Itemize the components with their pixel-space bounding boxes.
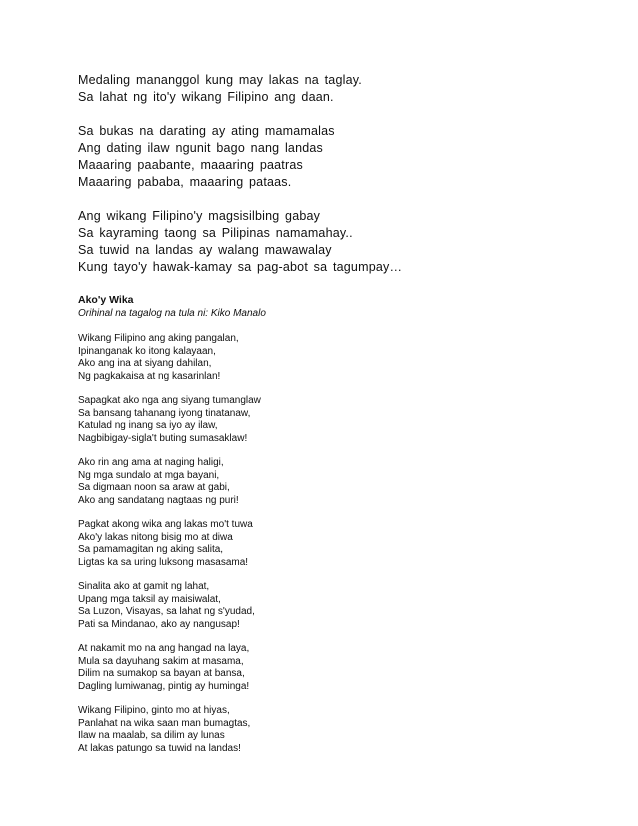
poem-line: Pagkat akong wika ang lakas mo't tuwa <box>78 519 253 530</box>
poem-line: Sa pamamagitan ng aking salita, <box>78 544 224 555</box>
top-poem <box>78 72 598 276</box>
poem-line: Pati sa Mindanao, ako ay nangusap! <box>78 618 240 630</box>
poem-line: Ako ang ina at siyang dahilan, <box>78 358 212 369</box>
stanza <box>78 208 598 276</box>
poem-line: Ako ang sandatang nagtaas ng puri! <box>78 494 239 506</box>
poem-line: Maaaring pababa, maaaring pataas. <box>78 175 292 189</box>
poem-line: At lakas patungo sa tuwid na landas! <box>78 742 241 754</box>
poem-line: Dilim na sumakop sa bayan at bansa, <box>78 668 245 679</box>
stanza <box>78 705 598 755</box>
stanza <box>78 581 598 631</box>
poem-line: Nagbibigay-sigla't buting sumasaklaw! <box>78 432 248 444</box>
poem-line: Ng mga sundalo at mga bayani, <box>78 469 220 481</box>
poem-line: Sa tuwid na landas ay walang mawawalay <box>78 243 332 257</box>
poem-line: Ako'y lakas nitong bisig mo at diwa <box>78 531 233 543</box>
poem-line: Sinalita ako at gamit ng lahat, <box>78 581 210 592</box>
poem-line: Panlahat na wika saan man bumagtas, <box>78 717 251 729</box>
poem-line: Sapagkat ako nga ang siyang tumanglaw <box>78 395 261 406</box>
main-poem <box>78 333 598 755</box>
poem-line: Ako rin ang ama at naging haligi, <box>78 457 224 468</box>
stanza <box>78 457 598 507</box>
poem-line: Ng pagkakaisa at ng kasarinlan! <box>78 370 221 382</box>
stanza <box>78 123 598 191</box>
stanza <box>78 333 598 383</box>
poem-line: Dagling lumiwanag, pintig ay huminga! <box>78 680 250 692</box>
stanza <box>78 72 598 106</box>
poem-line: Wikang Filipino, ginto mo at hiyas, <box>78 705 230 716</box>
poem-line: Sa lahat ng ito'y wikang Filipino ang daan. <box>78 90 334 104</box>
poem-line: Kung tayo'y hawak-kamay sa pag-abot sa tagumpay… <box>78 260 403 274</box>
poem-line: Ligtas ka sa uring luksong masasama! <box>78 556 249 568</box>
poem-line: Sa Luzon, Visayas, sa lahat ng s'yudad, <box>78 606 255 617</box>
poem-line: Sa bansang tahanang iyong tinatanaw, <box>78 407 251 419</box>
poem-line: Ilaw na maalab, sa dilim ay lunas <box>78 730 225 741</box>
stanza <box>78 519 598 569</box>
poem-line: Upang mga taksil ay maisiwalat, <box>78 593 221 605</box>
poem-line: Ang wikang Filipino'y magsisilbing gabay <box>78 209 321 223</box>
poem-subtitle: Orihinal na tagalog na tula ni: Kiko Manalo <box>78 308 266 319</box>
stanza <box>78 395 598 445</box>
poem-line: Maaaring paabante, maaaring paatras <box>78 158 303 172</box>
poem-line: Sa bukas na darating ay ating mamamalas <box>78 124 335 138</box>
poem-title: Ako'y Wika <box>78 294 134 306</box>
poem-line: Medaling mananggol kung may lakas na taglay. <box>78 73 362 87</box>
stanza <box>78 643 598 693</box>
document-page <box>78 72 598 767</box>
poem-line: Sa kayraming taong sa Pilipinas namamahay.. <box>78 226 353 240</box>
poem-line: Sa digmaan noon sa araw at gabi, <box>78 482 230 493</box>
poem-line: Ang dating ilaw ngunit bago nang landas <box>78 141 323 155</box>
poem-line: At nakamit mo na ang hangad na laya, <box>78 643 250 654</box>
poem-line: Wikang Filipino ang aking pangalan, <box>78 333 239 344</box>
poem-line: Katulad ng inang sa iyo ay ilaw, <box>78 420 218 431</box>
poem-line: Mula sa dayuhang sakim at masama, <box>78 655 244 667</box>
poem-line: Ipinanganak ko itong kalayaan, <box>78 345 216 357</box>
